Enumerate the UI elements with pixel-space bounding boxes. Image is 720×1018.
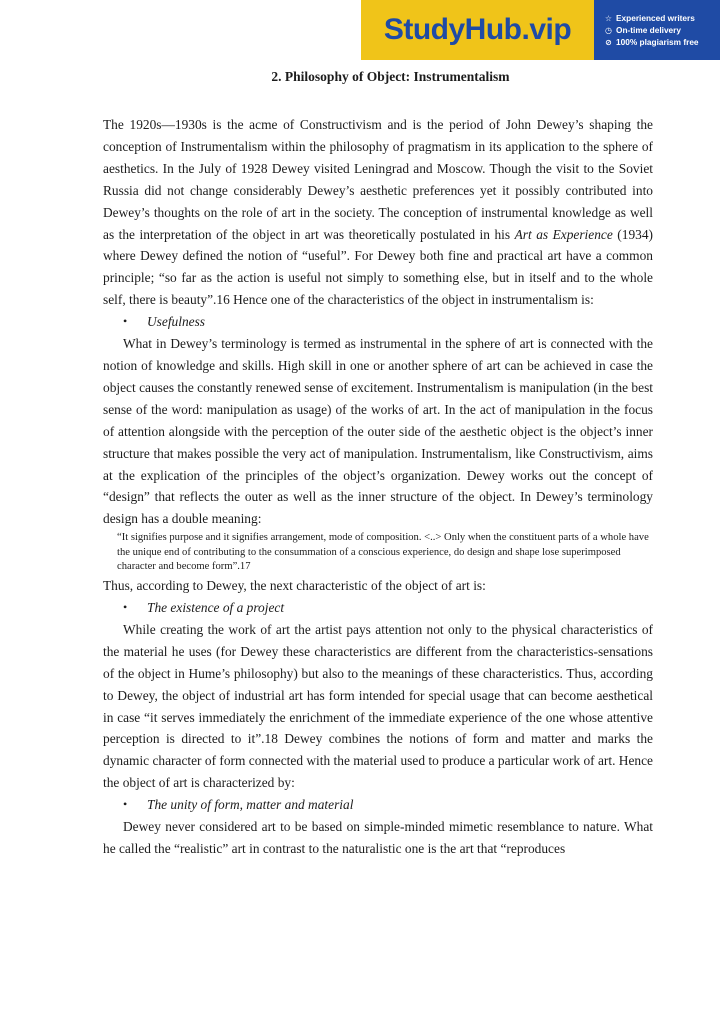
feature-item xyxy=(604,37,720,47)
document-page xyxy=(103,69,653,860)
feature-item xyxy=(604,13,720,23)
book-title: Art as Experience xyxy=(514,226,613,242)
block-quote: “It signifies purpose and it signifies arrangement, mode of composition. <..> Only when the constituent parts of a whole have the unique end of contributing to the consummation of a conscious experience, do design and shape lose superimposed character and become form”.17 xyxy=(117,532,649,572)
paragraph-1-part-b: (1934) where Dewey defined the notion of “useful”. For Dewey both fine and practical art have a common principle; “so far as the action is useful not simply to something else, but in itself and to the whole self, there is beauty”.16 Hence one of the characteristics of the object in instrumentalism is: xyxy=(103,226,653,308)
bullet-label: The existence of a project xyxy=(147,600,285,616)
ad-banner[interactable] xyxy=(361,0,720,60)
feature-text: On-time delivery xyxy=(616,25,682,35)
shield-icon: ⊘ xyxy=(605,37,612,47)
feature-list xyxy=(594,0,720,60)
bullet-label: Usefulness xyxy=(147,314,206,330)
bullet-icon: • xyxy=(123,797,128,812)
star-icon: ☆ xyxy=(604,13,613,23)
paragraph-4: While creating the work of art the artist pays attention not only to the physical characteristics of the material he uses (for Dewey these characteristics are different from the characteristics-sensations of the object in Hume’s philosophy) but also to the meanings of these characteristics. Thus, according to Dewey, the object of industrial art has form intended for special usage that can become aesthetical in case “it serves immediately the enrichment of the immediate experience of the one whose attentive perception is directed to it”.18 Dewey combines the notions of form and matter and marks the dynamic character of form connected with the material used to produce a particular work of art. Hence the object of art is characterized by: xyxy=(103,621,653,791)
bullet-item-unity xyxy=(103,794,653,816)
paragraph-1 xyxy=(103,114,653,311)
paragraph-2: What in Dewey’s terminology is termed as instrumental in the sphere of art is connected with the notion of knowledge and skills. High skill in one or another sphere of art can be achieved in case the object causes the constantly renewed sense of excitement. Instrumentalism is manipulation (in the best sense of the word: manipulation as usage) of the works of art. In the act of manipulation in the focus of attention alongside with the perception of the outer side of the aesthetic object is the object’s inner structure that makes possible the very act of manipulation. Instrumentalism, like Constructivism, aims at the explication of the principles of the object’s organization. Dewey works out the concept of “design” that reflects the outer as well as the inner structure of the object. In Dewey’s terminology design has a double meaning: xyxy=(103,336,653,527)
paragraph-5: Dewey never considered art to be based on simple-minded mimetic resemblance to nature. What he called the “realistic” art in contrast to the naturalistic one is the art that “reproduces xyxy=(103,819,653,856)
logo-text: StudyHub.vip xyxy=(383,13,572,46)
bullet-label: The unity of form, matter and material xyxy=(147,797,354,813)
bullet-icon: • xyxy=(123,600,128,615)
paragraph-3: Thus, according to Dewey, the next characteristic of the object of art is: xyxy=(103,578,486,594)
feature-text: 100% plagiarism free xyxy=(616,37,699,47)
bullet-item-usefulness xyxy=(103,311,653,333)
bullet-item-project xyxy=(103,597,653,619)
feature-text: Experienced writers xyxy=(616,13,695,23)
feature-item xyxy=(604,25,720,35)
bullet-icon: • xyxy=(123,314,128,329)
paragraph-1-part-a: The 1920s—1930s is the acme of Constructivism and is the period of John Dewey’s shaping the conception of Instrumentalism within the philosophy of pragmatism in its application to the sphere of aesthetics. In the July of 1928 Dewey visited Leningrad and Moscow. Though the visit to the Soviet Russia did not change considerably Dewey’s aesthetic preferences yet it possibly contributed into Dewey’s thoughts on the role of art in the society. The conception of instrumental knowledge as well as the interpretation of the object in art was theoretically postulated in his xyxy=(103,117,653,242)
section-heading: 2. Philosophy of Object: Instrumentalism xyxy=(271,69,510,84)
clock-icon: ◷ xyxy=(605,25,612,35)
studyhub-logo[interactable] xyxy=(361,0,594,60)
